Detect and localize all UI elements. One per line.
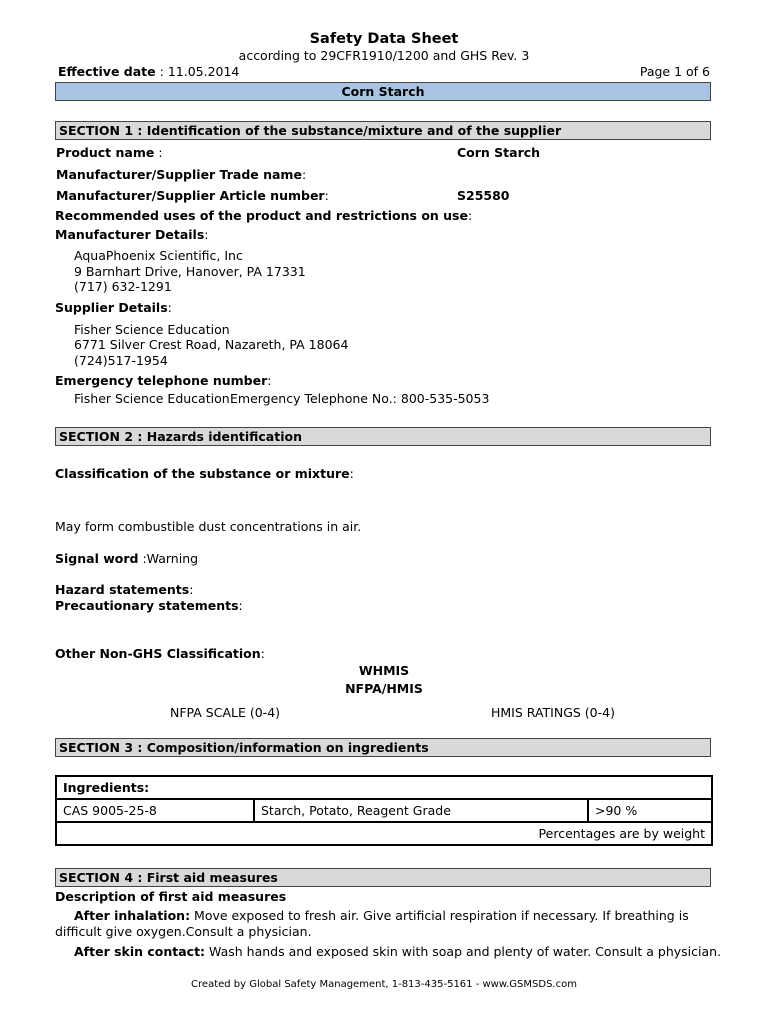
precautionary-row [55,598,243,613]
ingredient-percent: >90 % [588,799,712,822]
whmis-heading: WHMIS [358,663,410,678]
table-row [56,776,712,799]
other-classification-row [55,646,265,661]
effective-date-label: Effective date [58,64,156,79]
after-skin-contact-text: Wash hands and exposed skin with soap and plenty of water. Consult a physician. [205,944,722,959]
page-number: Page 1 of 6 [639,64,710,79]
trade-name-label: Manufacturer/Supplier Trade name [56,167,302,182]
manufacturer-details-label: Manufacturer Details [55,227,205,242]
hazard-statements-row [55,582,193,597]
trade-name-row [56,167,306,182]
after-inhalation-label: After inhalation: [74,908,191,923]
product-name-row [56,145,163,160]
manufacturer-line: 9 Barnhart Drive, Hanover, PA 17331 [74,264,306,279]
colon: : [324,188,329,203]
ingredient-name: Starch, Potato, Reagent Grade [254,799,588,822]
hazard-statements-label: Hazard statements [55,582,190,597]
document-subtitle: according to 29CFR1910/1200 and GHS Rev. 3 [238,48,530,63]
supplier-line: (724)517-1954 [74,353,168,368]
article-number-row [56,188,329,203]
recommended-uses-label: Recommended uses of the product and restrictions on use [55,208,468,223]
colon: : [467,208,473,223]
colon: : [267,373,272,388]
after-inhalation-text: Move exposed to fresh air. Give artificial respiration if necessary. If breathing is difficult give oxygen.Consult a physician. [55,908,689,939]
manufacturer-details-row [55,227,208,242]
section-1-heading: SECTION 1 : Identification of the substance/mixture and of the supplier [55,121,711,140]
dust-text: May form combustible dust concentrations in air. [55,519,362,534]
ingredients-table [55,775,713,846]
table-row [56,822,712,845]
supplier-details-row [55,300,172,315]
signal-word-row [55,551,198,566]
first-aid-description: Description of first aid measures [55,889,287,904]
product-name-value: Corn Starch [457,145,541,160]
ingredients-label: Ingredients: [56,776,712,799]
emergency-row [55,373,271,388]
colon: : [301,167,307,182]
supplier-line: 6771 Silver Crest Road, Nazareth, PA 18064 [74,337,349,352]
section-4-heading: SECTION 4 : First aid measures [55,868,711,887]
supplier-line: Fisher Science Education [74,322,230,337]
effective-date-value: 11.05.2014 [167,64,240,79]
emergency-name: Fisher Science Education [74,391,230,406]
after-skin-contact-label: After skin contact: [74,944,206,959]
other-classification-label: Other Non-GHS Classification [55,646,261,661]
supplier-details-label: Supplier Details [55,300,168,315]
colon: : [167,300,172,315]
colon: : [238,598,243,613]
section-2-heading: SECTION 2 : Hazards identification [55,427,711,446]
percentages-note: Percentages are by weight [56,822,712,845]
nfpa-scale: NFPA SCALE (0-4) [170,705,281,720]
classification-row [55,466,354,481]
signal-word-value: :Warning [138,551,199,566]
colon: : [189,582,194,597]
signal-word-label: Signal word [55,551,139,566]
cas-number: CAS 9005-25-8 [56,799,254,822]
emergency-label: Emergency telephone number [55,373,268,388]
precautionary-label: Precautionary statements [55,598,239,613]
footer-text: Created by Global Safety Management, 1-813-435-5161 - www.GSMSDS.com [191,979,577,990]
after-skin-contact [74,944,721,959]
product-bar: Corn Starch [55,82,711,101]
hmis-ratings: HMIS RATINGS (0-4) [491,705,615,720]
manufacturer-line: (717) 632-1291 [74,279,172,294]
manufacturer-line: AquaPhoenix Scientific, Inc [74,248,243,263]
product-name-sep: : [154,145,163,160]
colon: : [260,646,265,661]
after-inhalation [55,908,715,940]
product-name-label: Product name [56,145,155,160]
colon: : [204,227,209,242]
table-row [56,799,712,822]
effective-date [58,64,239,79]
section-3-heading: SECTION 3 : Composition/information on ingredients [55,738,711,757]
colon: : [349,466,354,481]
classification-label: Classification of the substance or mixture [55,466,350,481]
recommended-uses-row [55,208,472,223]
nfpa-hmis-heading: NFPA/HMIS [345,681,423,696]
effective-date-sep: : [155,64,168,79]
document-title: Safety Data Sheet [309,31,459,47]
article-number-value: S25580 [457,188,510,203]
article-number-label: Manufacturer/Supplier Article number [56,188,325,203]
emergency-phone: Emergency Telephone No.: 800-535-5053 [230,391,490,406]
